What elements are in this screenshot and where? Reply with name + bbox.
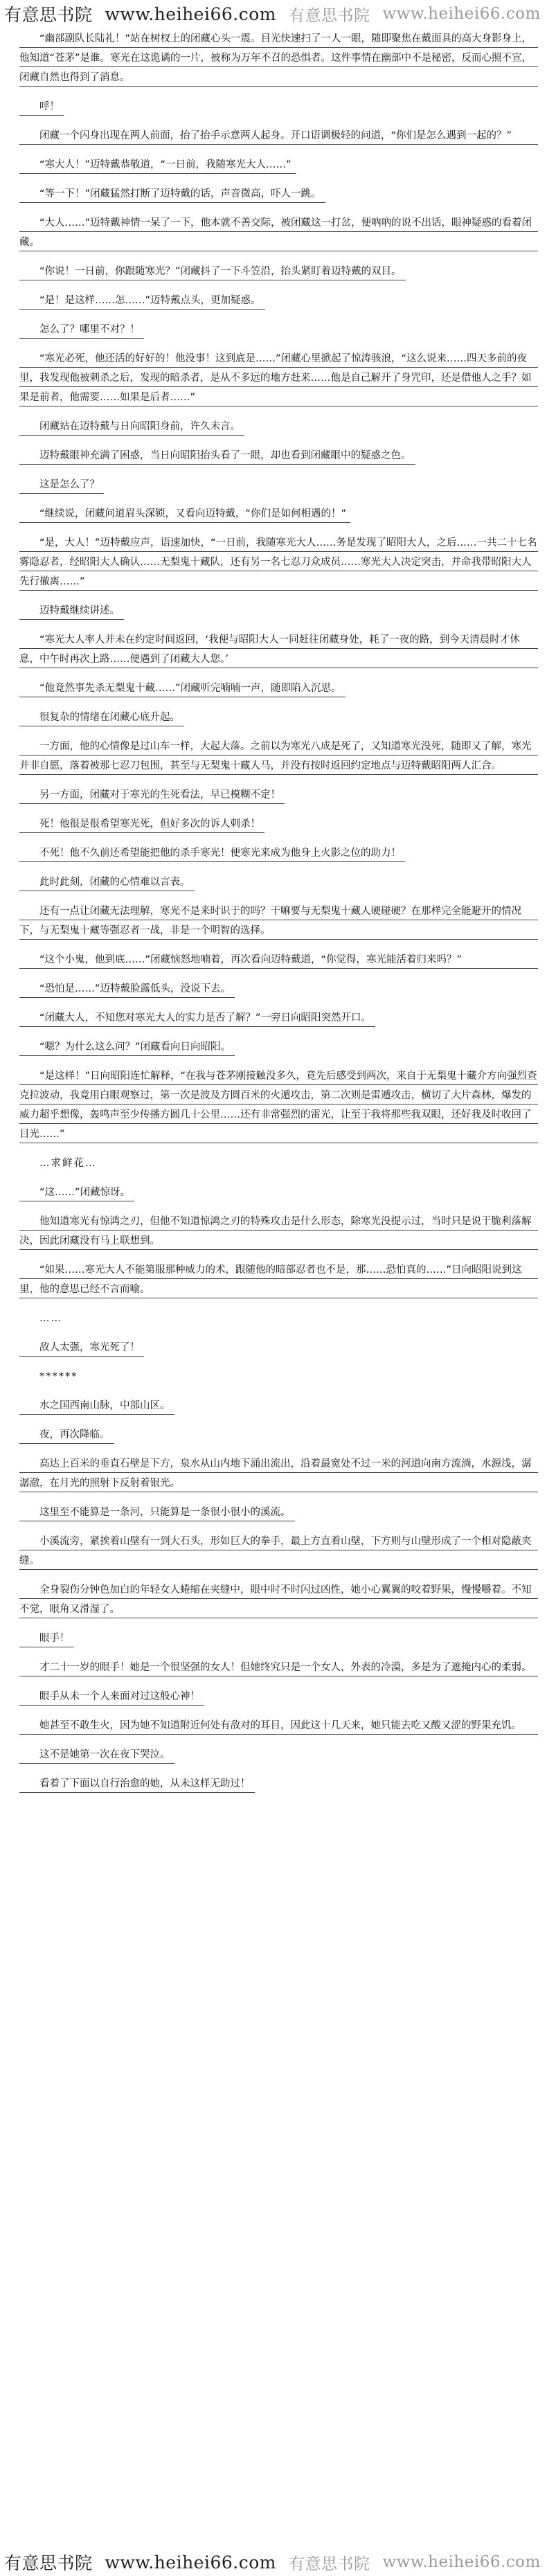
- paragraph: 迈特戴眼神充满了困惑，当日向昭阳抬头看了一眼，却也看到闭藏眼中的疑惑之色。: [19, 446, 415, 465]
- paragraph: 这里至不能算是一条河，只能算是一条很小很小的溪流。: [19, 1503, 295, 1522]
- watermark-text: 有意思书院: [4, 5, 93, 25]
- watermark-url: www.heihei66.com: [105, 3, 276, 24]
- section-separator: ……: [39, 1313, 62, 1324]
- paragraph: “是这样！”日向昭阳连忙解释，“在我与苍茅刚接触没多久，竟先后感受到两次，来自于无梨鬼十藏介方向强烈查克拉波动，我竟用白眼观察过，第一次是波及方圆百米的火遁攻击，第二次则是雷遁攻击，横切了大片森林，爆发的威力超乎想像，轰鸣声至少传播方圆几十公里……还有非常强烈的雷光，让至于我将那些我双眼，还好我及时收回了目光……”: [19, 1066, 538, 1144]
- section-separator: …求鲜花…: [39, 1158, 97, 1169]
- paragraph: “等一下！”闭藏猛然打断了迈特戴的话，声音微高，吓人一跳。: [19, 184, 325, 204]
- paragraph: 一方面，他的心情像是过山车一样，大起大落。之前以为寒光八成是死了，又知道寒光没死，随即又了解，寒光并非自愿，落着被那七忍刀包围，甚至与无梨鬼十藏人马，并没有按时返回约定地点与迈特戴昭阳两人汇合。: [19, 737, 538, 776]
- watermark-banner-bottom: [0, 2548, 556, 2576]
- paragraph: 死！他很是很希望寒光死，但好多次的诉人刺杀！: [19, 814, 264, 834]
- paragraph: “寒光大人率人并未在约定时间返回，‘我便与昭阳大人一同赶往闭藏身处，耗了一夜的路，到今天清晨时才休息，中午时再次上路……便遇到了闭藏大人您。’: [19, 630, 538, 669]
- paragraph: 他知道寒光有惊鸿之刃，但他不知道惊鸿之刃的特殊攻击是什么形态，除寒光没提示过，当时只是说干脆利落解决，因此闭藏没有马上联想到。: [19, 1212, 538, 1251]
- watermark-url: www.heihei66.com: [382, 5, 541, 23]
- paragraph: 全身裂伤分钟色加白的年轻女人蜷缩在夹缝中，眼中时不时闪过凶性，她小心翼翼的咬着野果，慢慢嚼着。不知不觉，眼角又滑湿了。: [19, 1580, 538, 1619]
- paragraph: “大人……”迈特戴神情一呆了一下，他本就不善交际，被闭藏这一打岔，便吶吶的说不出话，眼神疑惑的看着闭藏。: [19, 213, 538, 252]
- paragraph: 呼！: [19, 97, 64, 116]
- paragraph: 才二十一岁的眼手！她是一个很坚强的女人！但她终究只是一个女人，外表的冷漠，多是为了遮掩内心的柔弱。: [19, 1658, 538, 1677]
- paragraph: 此时此刻，闭藏的心情难以言表。: [19, 873, 195, 892]
- paragraph: “恐怕是……”迈特戴脸露低头，没说下去。: [19, 979, 235, 999]
- watermark-text: 有意思书院: [4, 2553, 93, 2573]
- watermark-text: 有意思书院: [289, 6, 370, 25]
- watermark-banner-top: [0, 0, 556, 28]
- paragraph: 敌人太强，寒光死了！: [19, 1338, 144, 1357]
- paragraph: 怎么了？哪里不对？！: [19, 320, 144, 339]
- paragraph: “是！是这样……怎……”迈特戴点头，更加疑惑。: [19, 291, 265, 310]
- paragraph: 水之国西南山脉，中部山区。: [19, 1396, 174, 1415]
- section-separator: ******: [39, 1371, 78, 1382]
- paragraph: “寒大人！”迈特戴恭敬道，“一日前，我随寒光大人……”: [19, 155, 296, 175]
- paragraph: 夜，再次降临。: [19, 1425, 114, 1444]
- paragraph: “是，大人！”迈特戴应声，语速加快，“一日前，我随寒光大人……务是发现了昭阳大人，之后……一共二十七名雾隐忍者，经昭阳大人确认……无梨鬼十藏队，还有另一名七忍刀众成员……寒光大人决定突击，并命我带昭阳大人先行撤离……”: [19, 533, 538, 591]
- paragraph: 眼手！: [19, 1629, 74, 1648]
- paragraph: 这是怎么了？: [19, 475, 104, 494]
- paragraph: 迈特戴继续讲述。: [19, 601, 124, 620]
- paragraph: “幽部副队长陆礼！”站在树杈上的闭藏心头一震。目光快速扫了一人一眼，随即聚焦在戴面具的高大身影身上，他知道“苍茅”是谁。寒光在这诡谲的一片，被称为万年不召的恐惧者。这件事情在幽部中不是秘密，反而心照不宣，闭藏自然也得到了消息。: [19, 29, 538, 87]
- paragraph: 闭藏站在迈特戴与日向昭阳身前，许久未言。: [19, 417, 244, 436]
- paragraph: 看着了下面以自行治愈的她，从未这样无助过！: [19, 1774, 255, 1794]
- watermark-text: 有意思书院: [289, 2555, 370, 2573]
- paragraph: “这个小鬼，他到底……”闭藏恼怒地喃着，再次看向迈特戴道，“你觉得，寒光能活着归来吗？”: [19, 950, 538, 969]
- paragraph: 这不是她第一次在夜下哭泣。: [19, 1745, 174, 1764]
- paragraph: 不死！他不久前还希望能把他的杀手寒光！便寒光来成为他身上火影之位的助力！: [19, 843, 405, 863]
- paragraph: 闭藏一个闪身出现在两人前面，抬了抬手示意两人起身。开口语调极轻的问道，“你们是怎么遇到一起的？”: [19, 126, 538, 145]
- paragraph: “这……”闭藏惊讶。: [19, 1183, 134, 1202]
- paragraph: 眼手从未一个人来面对过这般心神！: [19, 1687, 204, 1706]
- paragraph: 小溪流旁，紧挨着山壁有一到大石头，形如巨大的拳手，最上方直着山壁，下方则与山壁形成了一个相对隐蔽夹缝。: [19, 1532, 538, 1571]
- paragraph: “如果……寒光大人不能第服那种威力的术，跟随他的暗部忍者也不是，那……恐怕真的……”日向昭阳说到这里，他的意思已经不言而喻。: [19, 1260, 538, 1299]
- article-body: [0, 29, 556, 2548]
- paragraph: 高达上百米的垂直石壁是下方，泉水从山内地下涌出流出，沿着最宽处不过一米的河道向南方流淌，水源浅，潺潺澈，在月光的照射下反射着银光。: [19, 1454, 538, 1493]
- paragraph: “闭藏大人，不知您对寒光大人的实力是否了解？”一旁日向昭阳突然开口。: [19, 1008, 375, 1028]
- paragraph: “嗯？为什么这么问？”闭藏看向日向昭阳。: [19, 1037, 235, 1057]
- paragraph: “寒光必死，他还活的好好的！他没事！这到底是……”闭藏心里掀起了惊涛骇浪，“这么说来……四天多前的夜里，我发现他被刺杀之后，发现的暗杀者，是从不多远的地方赶来……他是自己解开了身咒印，还是借他人之手？如果是前者，他需要……如果是后者……”: [19, 349, 538, 407]
- paragraph: 很复杂的情绪在闭藏心底升起。: [19, 708, 184, 727]
- paragraph: “他竟然事先杀无梨鬼十藏……”闭藏听完喃喃一声，随即陷入沉思。: [19, 679, 346, 698]
- watermark-url: www.heihei66.com: [382, 2553, 541, 2571]
- paragraph: “继续说，闭藏问道眉头深锁，又看向迈特戴，“你们是如何相遇的！”: [19, 504, 350, 524]
- paragraph: 她甚至不敢生火，因为她不知道附近何处有敌对的耳目，因此这十几天来，她只能去吃又酸又涩的野果充饥。: [19, 1716, 538, 1735]
- paragraph: 另一方面，闭藏对于寒光的生死看法，早已模糊不定！: [19, 785, 285, 805]
- paragraph: 还有一点让闭藏无法理解，寒光不是来时识于的吗？干嘛要与无梨鬼十藏人硬碰硬？在那样完全能避开的情况下，与无梨鬼十藏等强忍者一战，非是一个明智的选择。: [19, 902, 538, 940]
- watermark-url: www.heihei66.com: [105, 2552, 276, 2573]
- paragraph: “你说！一日前，你跟随寒光？”闭藏抖了一下斗笠沿，抬头紧盯着迈特戴的双目。: [19, 262, 406, 281]
